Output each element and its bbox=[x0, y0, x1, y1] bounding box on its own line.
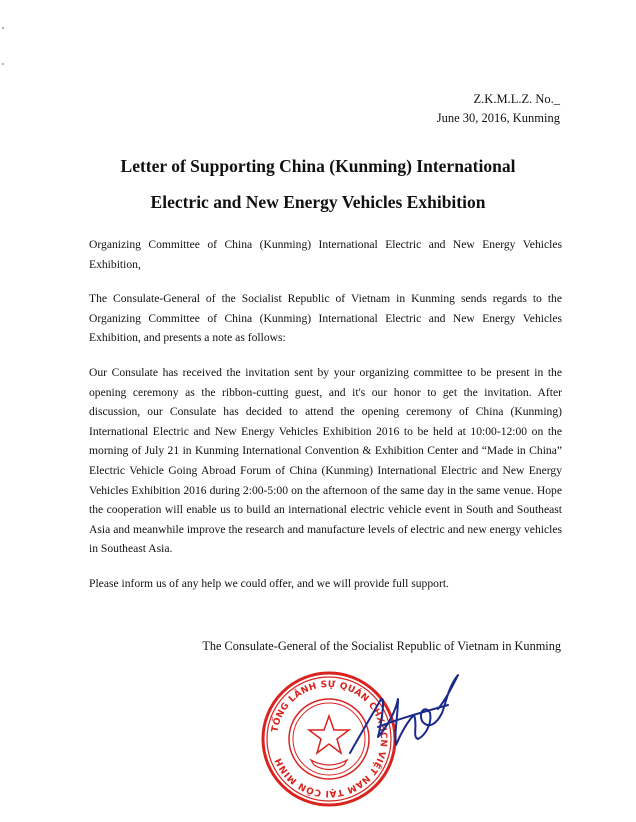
signatory-line: The Consulate-General of the Socialist Republic of Vietnam in Kunming bbox=[202, 639, 561, 653]
title-line-2: Electric and New Energy Vehicles Exhibition bbox=[150, 192, 486, 212]
seal-text: TỔNG LÃNH SỰ QUÁN CHXHCN VIỆT NAM TẠI CÔN MINH bbox=[270, 679, 389, 799]
letter-body bbox=[89, 235, 562, 609]
title-line-1: Letter of Supporting China (Kunming) International bbox=[120, 156, 516, 176]
salutation: Organizing Committee of China (Kunming) International Electric and New Energy Vehicles Exhibition, bbox=[89, 238, 562, 271]
letter-title bbox=[60, 148, 576, 220]
handwritten-signature bbox=[338, 665, 468, 765]
reference-number: Z.K.M.L.Z. No._ bbox=[473, 92, 560, 106]
reference-date: June 30, 2016, Kunming bbox=[436, 111, 560, 125]
paragraph-3: Please inform us of any help we could offer, and we will provide full support. bbox=[89, 576, 449, 590]
reference-block bbox=[437, 90, 560, 128]
scan-artifact-dot bbox=[2, 63, 4, 65]
paragraph-1: The Consulate-General of the Socialist Republic of Vietnam in Kunming sends regards to the Organizing Committee of China (Kunming) International Electric and New Energy Vehicles Exhibition, and presents a note as follows: bbox=[89, 292, 562, 345]
scan-artifact-dot bbox=[2, 27, 4, 29]
paragraph-2: Our Consulate has received the invitation sent by your organizing committee to be present in the opening ceremony as the ribbon-cutting guest, and it's our honor to get the invitation. After discussion, our Consulate has decided to attend the opening ceremony of China (Kunming) International Electric and New Energy Vehicles Exhibition 2016 to be held at 10:00-12:00 on the morning of July 21 in Kunming International Convention & Exhibition Center and “Made in China” Electric Vehicle Going Abroad Forum of China (Kunming) International Electric and New Energy Vehicles Exhibition 2016 during 2:00-5:00 on the afternoon of the same day in the same venue. Hope the cooperation will enable us to build an international electric vehicle event in South and Southeast Asia and meanwhile improve the research and manufacture levels of electric and new energy vehicles in Southeast Asia. bbox=[89, 365, 562, 556]
